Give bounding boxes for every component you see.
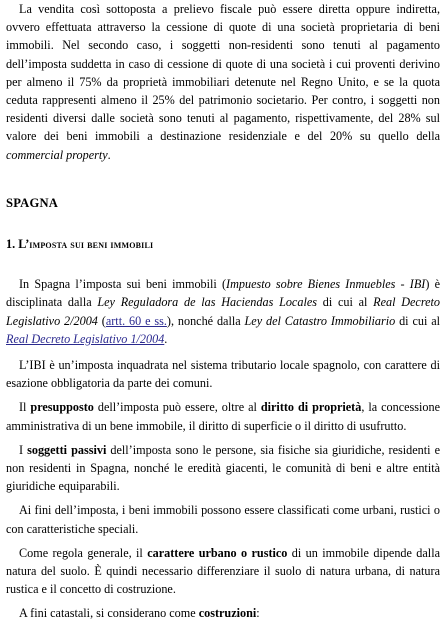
rule-text-a: Come regola generale, il: [19, 545, 148, 560]
urbano-rustico-term: carattere urbano o rustico: [147, 545, 288, 560]
diritto-proprieta-term: diritto di proprietà: [260, 400, 362, 415]
presupposto-text-a: Il: [19, 400, 31, 415]
presupposto-text-b: dell’imposta può essere, oltre al: [93, 400, 261, 415]
catastali-paragraph: [6, 604, 440, 622]
ibi-text-d: (: [97, 313, 106, 328]
ibi-text-g: .: [164, 331, 168, 346]
soggetti-passivi-term: soggetti passivi: [27, 442, 107, 457]
ibi-text-c: di cui al: [316, 295, 374, 310]
presupposto-term: presupposto: [30, 400, 94, 415]
soggetti-text-b: dell’imposta sono le persone, sia fisiche sia giuridiche, residenti e non residenti in Spagna, nonché le eredità giacenti, le comunità di beni e altre entità giuridiche equiparabili.: [6, 442, 440, 494]
intro-text: La vendita così sottoposta a prelievo fiscale può essere diretta oppure indiretta, ovvero effettuata attraverso la cessione di quote di una società proprietaria di beni immobili. Nel secondo caso, i soggetti non-residenti sono tenuti al pagamento dell’imposta suddetta in caso di cessione di quote di una società i cui proventi derivino per almeno il 75% da proprietà immobiliari detenute nel Regno Unito, e se la quota ceduta rappresenti almeno il 25% del patrimonio societario. Per contro, i soggetti non residenti diversi dalle società sono tenuti al pagamento, rispettivamente, del 28% sul valore dei beni immobili a destinazione residenziale e del 20% su quello della: [6, 2, 440, 144]
intro-emphasis: commercial property: [6, 147, 108, 162]
subsection-number: 1. L’: [6, 237, 30, 252]
intro-paragraph: [6, 0, 440, 164]
intro-text-end: .: [107, 147, 111, 162]
ibi-text-f: di cui al: [395, 313, 441, 328]
ibi-text-a: In Spagna l’imposta sui beni immobili (: [19, 277, 227, 292]
presupposto-paragraph: [6, 398, 440, 434]
soggetti-paragraph: [6, 441, 440, 496]
soggetti-text-a: I: [19, 442, 28, 457]
presupposto-text-c: , la concessione amministrativa di un bene immobile, il diritto di superficie o il diritto di usufrutto.: [6, 400, 441, 433]
rule-paragraph: [6, 544, 440, 599]
ibi-text-b: ) è disciplinata dalla: [6, 277, 440, 310]
real-decreto-1-2004-link[interactable]: Real Decreto Legislativo 1/2004: [6, 331, 165, 346]
subsection-title: imposta sui beni immobili: [29, 239, 154, 252]
ibi-paragraph: [6, 275, 440, 348]
costruzioni-term: costruzioni: [198, 606, 257, 621]
classification-paragraph: Ai fini dell’imposta, i beni immobili possono essere classificati come urbani, rustici o con caratteristiche speciali.: [6, 503, 440, 536]
section-heading: SPAGNA: [6, 195, 59, 210]
ibi-text-e: ), nonché dalla: [166, 313, 245, 328]
real-decreto-2-2004: Real Decreto Legislativo 2/2004: [6, 295, 441, 328]
articles-link[interactable]: artt. 60 e ss.: [105, 313, 167, 328]
local-tax-paragraph: L’IBI è un’imposta inquadrata nel sistema tributario locale spagnolo, con carattere di esazione obbligatoria da parte dei comuni.: [6, 358, 440, 391]
ibi-name-spanish: Impuesto sobre Bienes Inmuebles - IBI: [226, 277, 426, 292]
rule-text-b: di un immobile dipende dalla natura del suolo. È quindi necessario differenziare il suolo di natura urbana, di natura rustica e il concetto di costruzione.: [6, 545, 440, 597]
ley-haciendas-title: Ley Reguladora de las Haciendas Locales: [97, 295, 317, 310]
catastali-text-b: :: [256, 606, 260, 621]
catastali-text-a: A fini catastali, si considerano come: [19, 606, 199, 621]
subsection-heading: [6, 235, 440, 254]
ley-catastro-title: Ley del Catastro Immobiliario: [244, 313, 396, 328]
